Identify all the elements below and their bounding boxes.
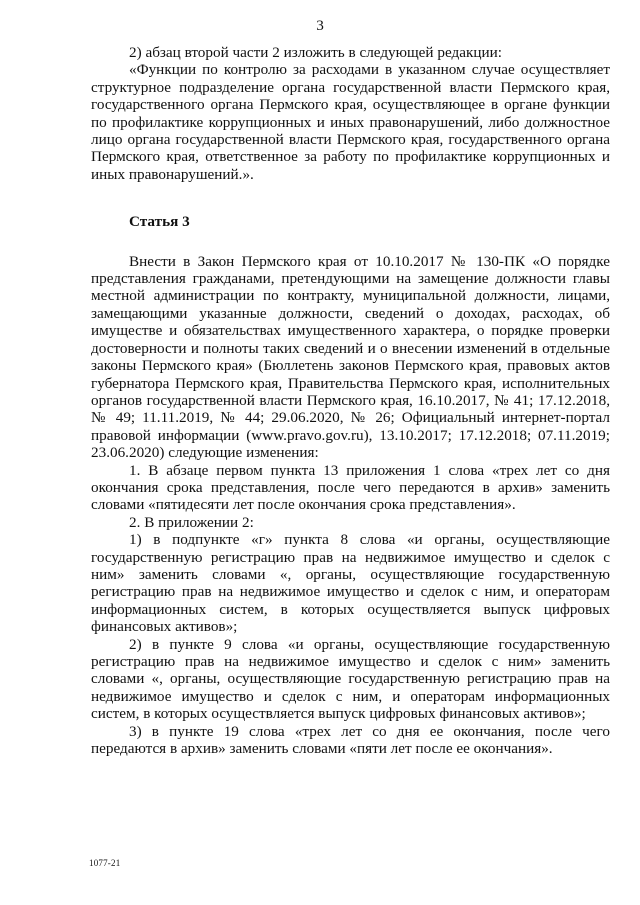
item-2-heading: 2. В приложении 2: [129,513,254,531]
subitem-2-paragraph: 2) в пункте 9 слова «и органы, осуществляющие государственную регистрацию прав на недвижимое имущество и сделок с ним» заменить словами «, органы, осуществляющие государственную регистрацию прав на недвижимое имущество и сделок с ним, и операторам информационных систем, в которых осуществляется выпуск цифровых финансовых активов»; [91,635,610,723]
article-intro-paragraph: Внести в Закон Пермского края от 10.10.2017 № 130-ПК «О порядке представления гражданами, претендующими на замещение должности главы местной администрации по контракту, муниципальной должности, лицами, замещающими указанные должности, сведений о доходах, расходах, об имуществе и обязательствах имущественного характера, о порядке проверки достоверности и полноты таких сведений и о внесении изменений в отдельные законы Пермского края» (Бюллетень законов Пермского края, правовых актов губернатора Пермского края, Правительства Пермского края, исполнительных органов государственной власти Пермского края, 16.10.2017, № 41; 17.12.2018, № 49; 11.11.2019, № 44; 29.06.2020, № 26; Официальный интернет-портал правовой информации (www.pravo.gov.ru), 13.10.2017; 17.12.2018; 07.11.2019; 23.06.2020) следующие изменения: [91,252,610,462]
document-body [91,44,610,757]
amendment-quote: «Функции по контролю за расходами в указанном случае осуществляет структурное подразделение органа государственной власти Пермского края, государственного органа Пермского края, осуществляющее в органе функции по профилактике коррупционных и иных правонарушений, либо должностное лицо органа государственной власти Пермского края, государственного органа Пермского края, ответственное за работу по профилактике коррупционных и иных правонарушений.». [91,61,610,183]
subitem-1-paragraph: 1) в подпункте «г» пункта 8 слова «и органы, осуществляющие государственную регистрацию прав на недвижимое имущество и сделок с ним» заменить словами «, органы, осуществляющие государственную регистрацию прав на недвижимое имущество и сделок с ним, и операторам информационных систем, в которых осуществляется выпуск цифровых финансовых активов»; [91,531,610,636]
page-number: 3 [316,17,324,34]
article-heading: Статья 3 [129,213,190,231]
document-code: 1077-21 [89,858,121,868]
item-1-paragraph: 1. В абзаце первом пункта 13 приложения 1 слова «трех лет со дня окончания срока представления, после чего передаются в архив» заменить словами «пятидесяти лет после окончания срока представления». [91,461,610,514]
subitem-3-paragraph: 3) в пункте 19 слова «трех лет со дня ее окончания, после чего передаются в архив» заменить словами «пяти лет после ее окончания». [91,722,610,758]
amendment-intro: 2) абзац второй части 2 изложить в следующей редакции: [129,44,502,61]
